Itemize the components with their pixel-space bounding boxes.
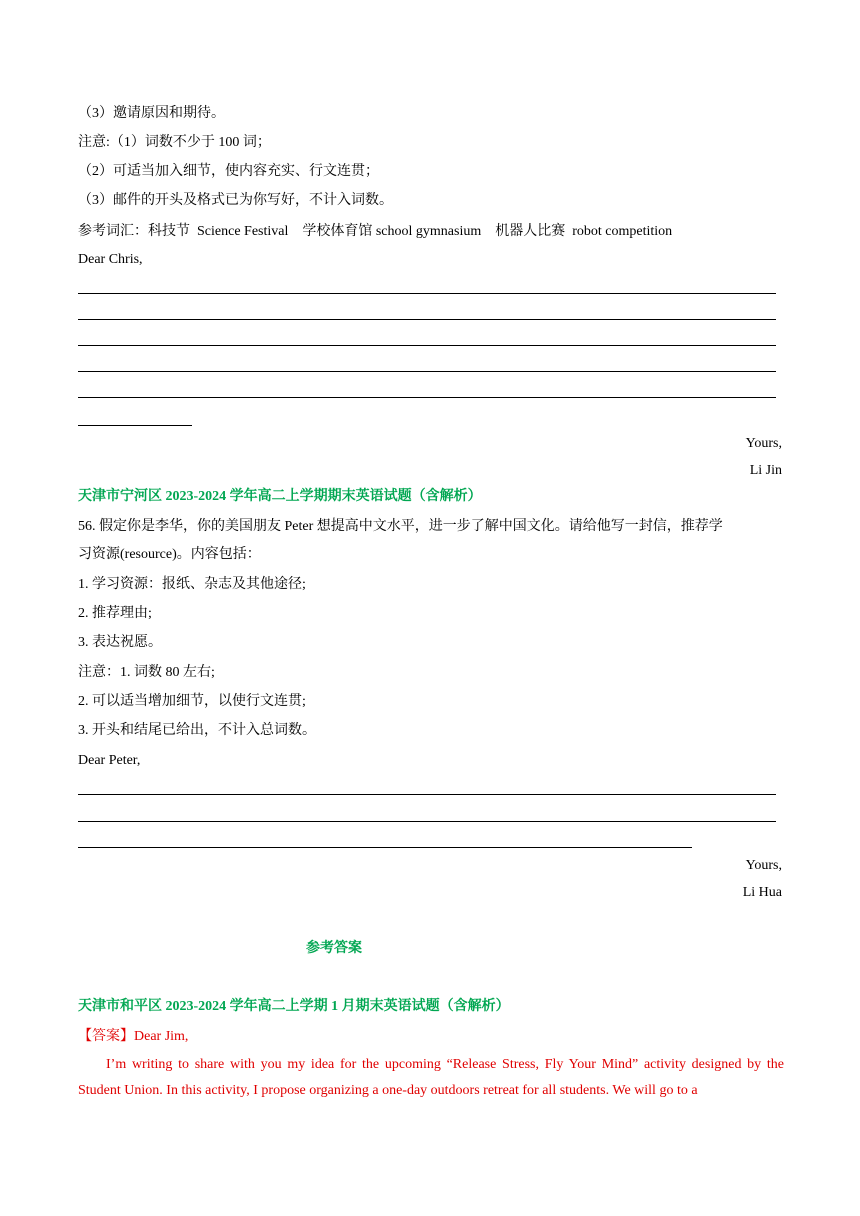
salutation: Dear Chris, bbox=[78, 252, 143, 267]
question-text-line-1: 56. 假定你是李华，你的美国朋友 Peter 想提高中文水平，进一步了解中国文化。请给他写一封信，推荐学 bbox=[78, 519, 723, 534]
answer-line bbox=[78, 425, 192, 426]
answer-line bbox=[78, 794, 776, 795]
closing: Yours, bbox=[745, 858, 782, 873]
section-heading: 天津市宁河区 2023-2024 学年高二上学期期末英语试题（含解析） bbox=[78, 489, 482, 504]
answers-title: 参考答案 bbox=[306, 941, 362, 956]
requirement-3: （3）邀请原因和期待。 bbox=[78, 106, 225, 121]
answer-line bbox=[78, 319, 776, 320]
note-2: 2. 可以适当增加细节，以使行文连贯; bbox=[78, 694, 306, 709]
answer-line bbox=[78, 1027, 188, 1047]
answer-label: 【答案】 bbox=[78, 1029, 134, 1044]
answer-line bbox=[78, 293, 776, 294]
content-item-2: 2. 推荐理由; bbox=[78, 606, 152, 621]
signature: Li Jin bbox=[749, 463, 782, 478]
salutation: Dear Peter, bbox=[78, 753, 141, 768]
answer-salutation: Dear Jim, bbox=[134, 1029, 189, 1044]
closing: Yours, bbox=[745, 436, 782, 451]
answer-line bbox=[78, 397, 776, 398]
answer-body: I’m writing to share with you my idea for the upcoming “Release Stress, Fly Your Mind” activity designed by the Student Union. In this activity, I propose organizing a one-day outdoors retreat for all students. We will go to a bbox=[78, 1057, 784, 1098]
note-1: 注意:（1）词数不少于 100 词； bbox=[78, 135, 271, 150]
signature: Li Hua bbox=[742, 885, 782, 900]
answer-line bbox=[78, 847, 692, 848]
answers-section-heading: 天津市和平区 2023-2024 学年高二上学期 1 月期末英语试题（含解析） bbox=[78, 999, 510, 1014]
answer-line bbox=[78, 821, 776, 822]
question-text-line-2: 习资源(resource)。内容包括： bbox=[78, 547, 261, 562]
vocabulary-hint: 参考词汇：科技节 Science Festival 学校体育馆 school gymnasium 机器人比赛 robot competition bbox=[78, 224, 673, 239]
content-item-1: 1. 学习资源：报纸、杂志及其他途径; bbox=[78, 577, 306, 592]
note-1: 注意：1. 词数 80 左右; bbox=[78, 665, 215, 680]
note-2: （2）可适当加入细节，使内容充实、行文连贯； bbox=[78, 164, 379, 179]
answer-line bbox=[78, 371, 776, 372]
content-item-3: 3. 表达祝愿。 bbox=[78, 635, 162, 650]
note-3: 3. 开头和结尾已给出，不计入总词数。 bbox=[78, 723, 316, 738]
note-3: （3）邮件的开头及格式已为你写好，不计入词数。 bbox=[78, 193, 393, 208]
answer-line bbox=[78, 345, 776, 346]
